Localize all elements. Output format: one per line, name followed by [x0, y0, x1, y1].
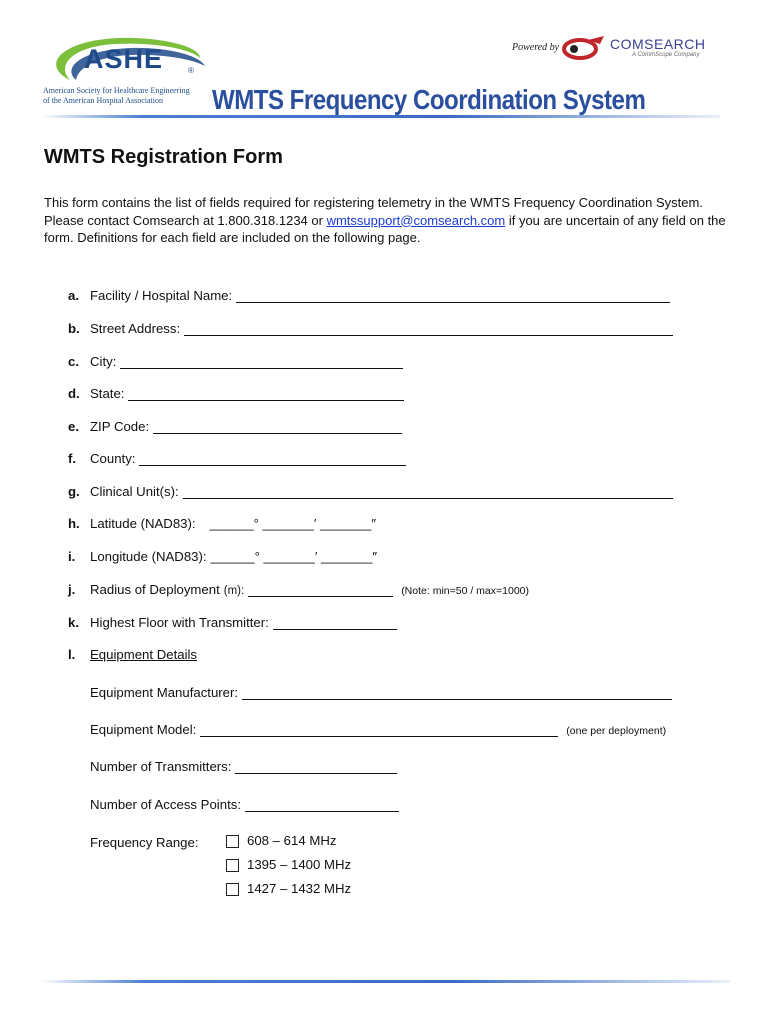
field-label: Facility / Hospital Name: [90, 288, 233, 303]
comsearch-tagline: A CommScope Company [632, 52, 700, 58]
frequency-option-label: 1427 – 1432 MHz [247, 880, 352, 896]
field-frequency-range [90, 830, 199, 850]
field-label: Radius of Deployment [90, 582, 220, 597]
field-letter: c. [68, 354, 79, 369]
field-letter: h. [68, 516, 80, 531]
field-label: Street Address: [90, 321, 181, 336]
field-label: Equipment Model: [90, 722, 197, 737]
frequency-option-label: 608 – 614 MHz [247, 832, 337, 848]
field-label: Number of Access Points: [90, 797, 241, 812]
access-points-input-line[interactable] [245, 797, 399, 812]
longitude-input[interactable]: ______° _______′ _______″ [210, 549, 377, 564]
field-zip [40, 414, 402, 434]
county-input-line[interactable] [139, 451, 406, 466]
registered-mark: ® [188, 66, 194, 75]
intro-text-2: if you are uncertain of any field on the form. Definitions for each field are included on the following page. [44, 212, 726, 245]
field-letter: d. [68, 386, 80, 401]
city-input-line[interactable] [120, 354, 403, 369]
field-clinical-units [40, 479, 673, 499]
field-letter: i. [68, 549, 76, 564]
system-title: WMTS Frequency Coordination System [212, 84, 646, 115]
frequency-option-1395[interactable] [226, 855, 351, 873]
field-label: Frequency Range: [90, 835, 199, 850]
facility-name-input-line[interactable] [236, 288, 670, 303]
field-facility-name [40, 283, 670, 303]
field-label: State: [90, 386, 125, 401]
ashe-logo [40, 36, 220, 116]
form-title: WMTS Registration Form [44, 146, 283, 168]
field-county [40, 446, 406, 466]
field-label: Equipment Manufacturer: [90, 685, 239, 700]
model-note: (one per deployment) [566, 725, 667, 737]
field-equipment-manufacturer [90, 680, 672, 700]
field-radius [40, 577, 529, 597]
highest-floor-input-line[interactable] [273, 615, 397, 630]
field-letter: k. [68, 615, 79, 630]
header-divider [40, 115, 720, 118]
radius-note: (Note: min=50 / max=1000) [401, 585, 530, 597]
frequency-option-608[interactable] [226, 831, 336, 849]
field-city [40, 349, 403, 369]
clinical-units-input-line[interactable] [183, 484, 673, 499]
powered-by-label: Powered by [512, 42, 560, 53]
street-address-input-line[interactable] [184, 321, 673, 336]
frequency-option-label: 1395 – 1400 MHz [247, 856, 352, 872]
field-label: Latitude (NAD83): [90, 516, 196, 531]
field-letter: j. [68, 582, 76, 597]
transmitters-input-line[interactable] [235, 759, 397, 774]
field-letter: l. [68, 647, 76, 662]
field-number-of-access-points [90, 792, 399, 812]
ashe-wordmark: ASHE [84, 44, 164, 74]
model-input-line[interactable] [200, 722, 558, 737]
field-label: Highest Floor with Transmitter: [90, 615, 269, 630]
field-equipment-model [90, 717, 666, 737]
radius-input-line[interactable] [248, 582, 393, 597]
field-state [40, 381, 404, 401]
field-label: City: [90, 354, 117, 369]
footer-divider [40, 980, 730, 983]
field-letter: f. [68, 451, 77, 466]
field-number-of-transmitters [90, 754, 397, 774]
checkbox-icon[interactable] [226, 859, 239, 872]
manufacturer-input-line[interactable] [242, 685, 672, 700]
comsearch-logo [560, 34, 730, 64]
field-street-address [40, 316, 673, 336]
support-email-link[interactable]: wmtssupport@comsearch.com [326, 212, 506, 228]
checkbox-icon[interactable] [226, 883, 239, 896]
radius-unit: (m): [223, 585, 245, 597]
field-letter: a. [68, 288, 79, 303]
field-letter: b. [68, 321, 80, 336]
intro-text-1: This form contains the list of fields required for registering telemetry in the WMTS Frequency Coordination System. Please contact Comsearch at 1.800.318.1234 or [44, 195, 703, 228]
field-letter: g. [68, 484, 80, 499]
comsearch-emblem-icon [560, 34, 608, 62]
field-label: Longitude (NAD83): [90, 549, 207, 564]
frequency-option-1427[interactable] [226, 879, 351, 897]
checkbox-icon[interactable] [226, 835, 239, 848]
zip-input-line[interactable] [153, 419, 402, 434]
form-intro [44, 194, 734, 247]
field-longitude [40, 544, 377, 564]
comsearch-wordmark: COMSEARCH [610, 36, 706, 52]
ashe-org-line2: of the American Hospital Association [43, 96, 163, 105]
state-input-line[interactable] [128, 386, 404, 401]
field-highest-floor [40, 610, 397, 630]
field-letter: e. [68, 419, 79, 434]
field-label: ZIP Code: [90, 419, 150, 434]
field-label: Clinical Unit(s): [90, 484, 179, 499]
ashe-org-line1: American Society for Healthcare Engineering [43, 86, 190, 95]
field-label: Number of Transmitters: [90, 759, 232, 774]
equipment-details-heading: Equipment Details [90, 647, 198, 662]
latitude-input[interactable]: ______° _______′ _______″ [209, 516, 376, 531]
field-label: County: [90, 451, 136, 466]
field-equipment-details [40, 642, 197, 662]
field-latitude [40, 511, 376, 531]
